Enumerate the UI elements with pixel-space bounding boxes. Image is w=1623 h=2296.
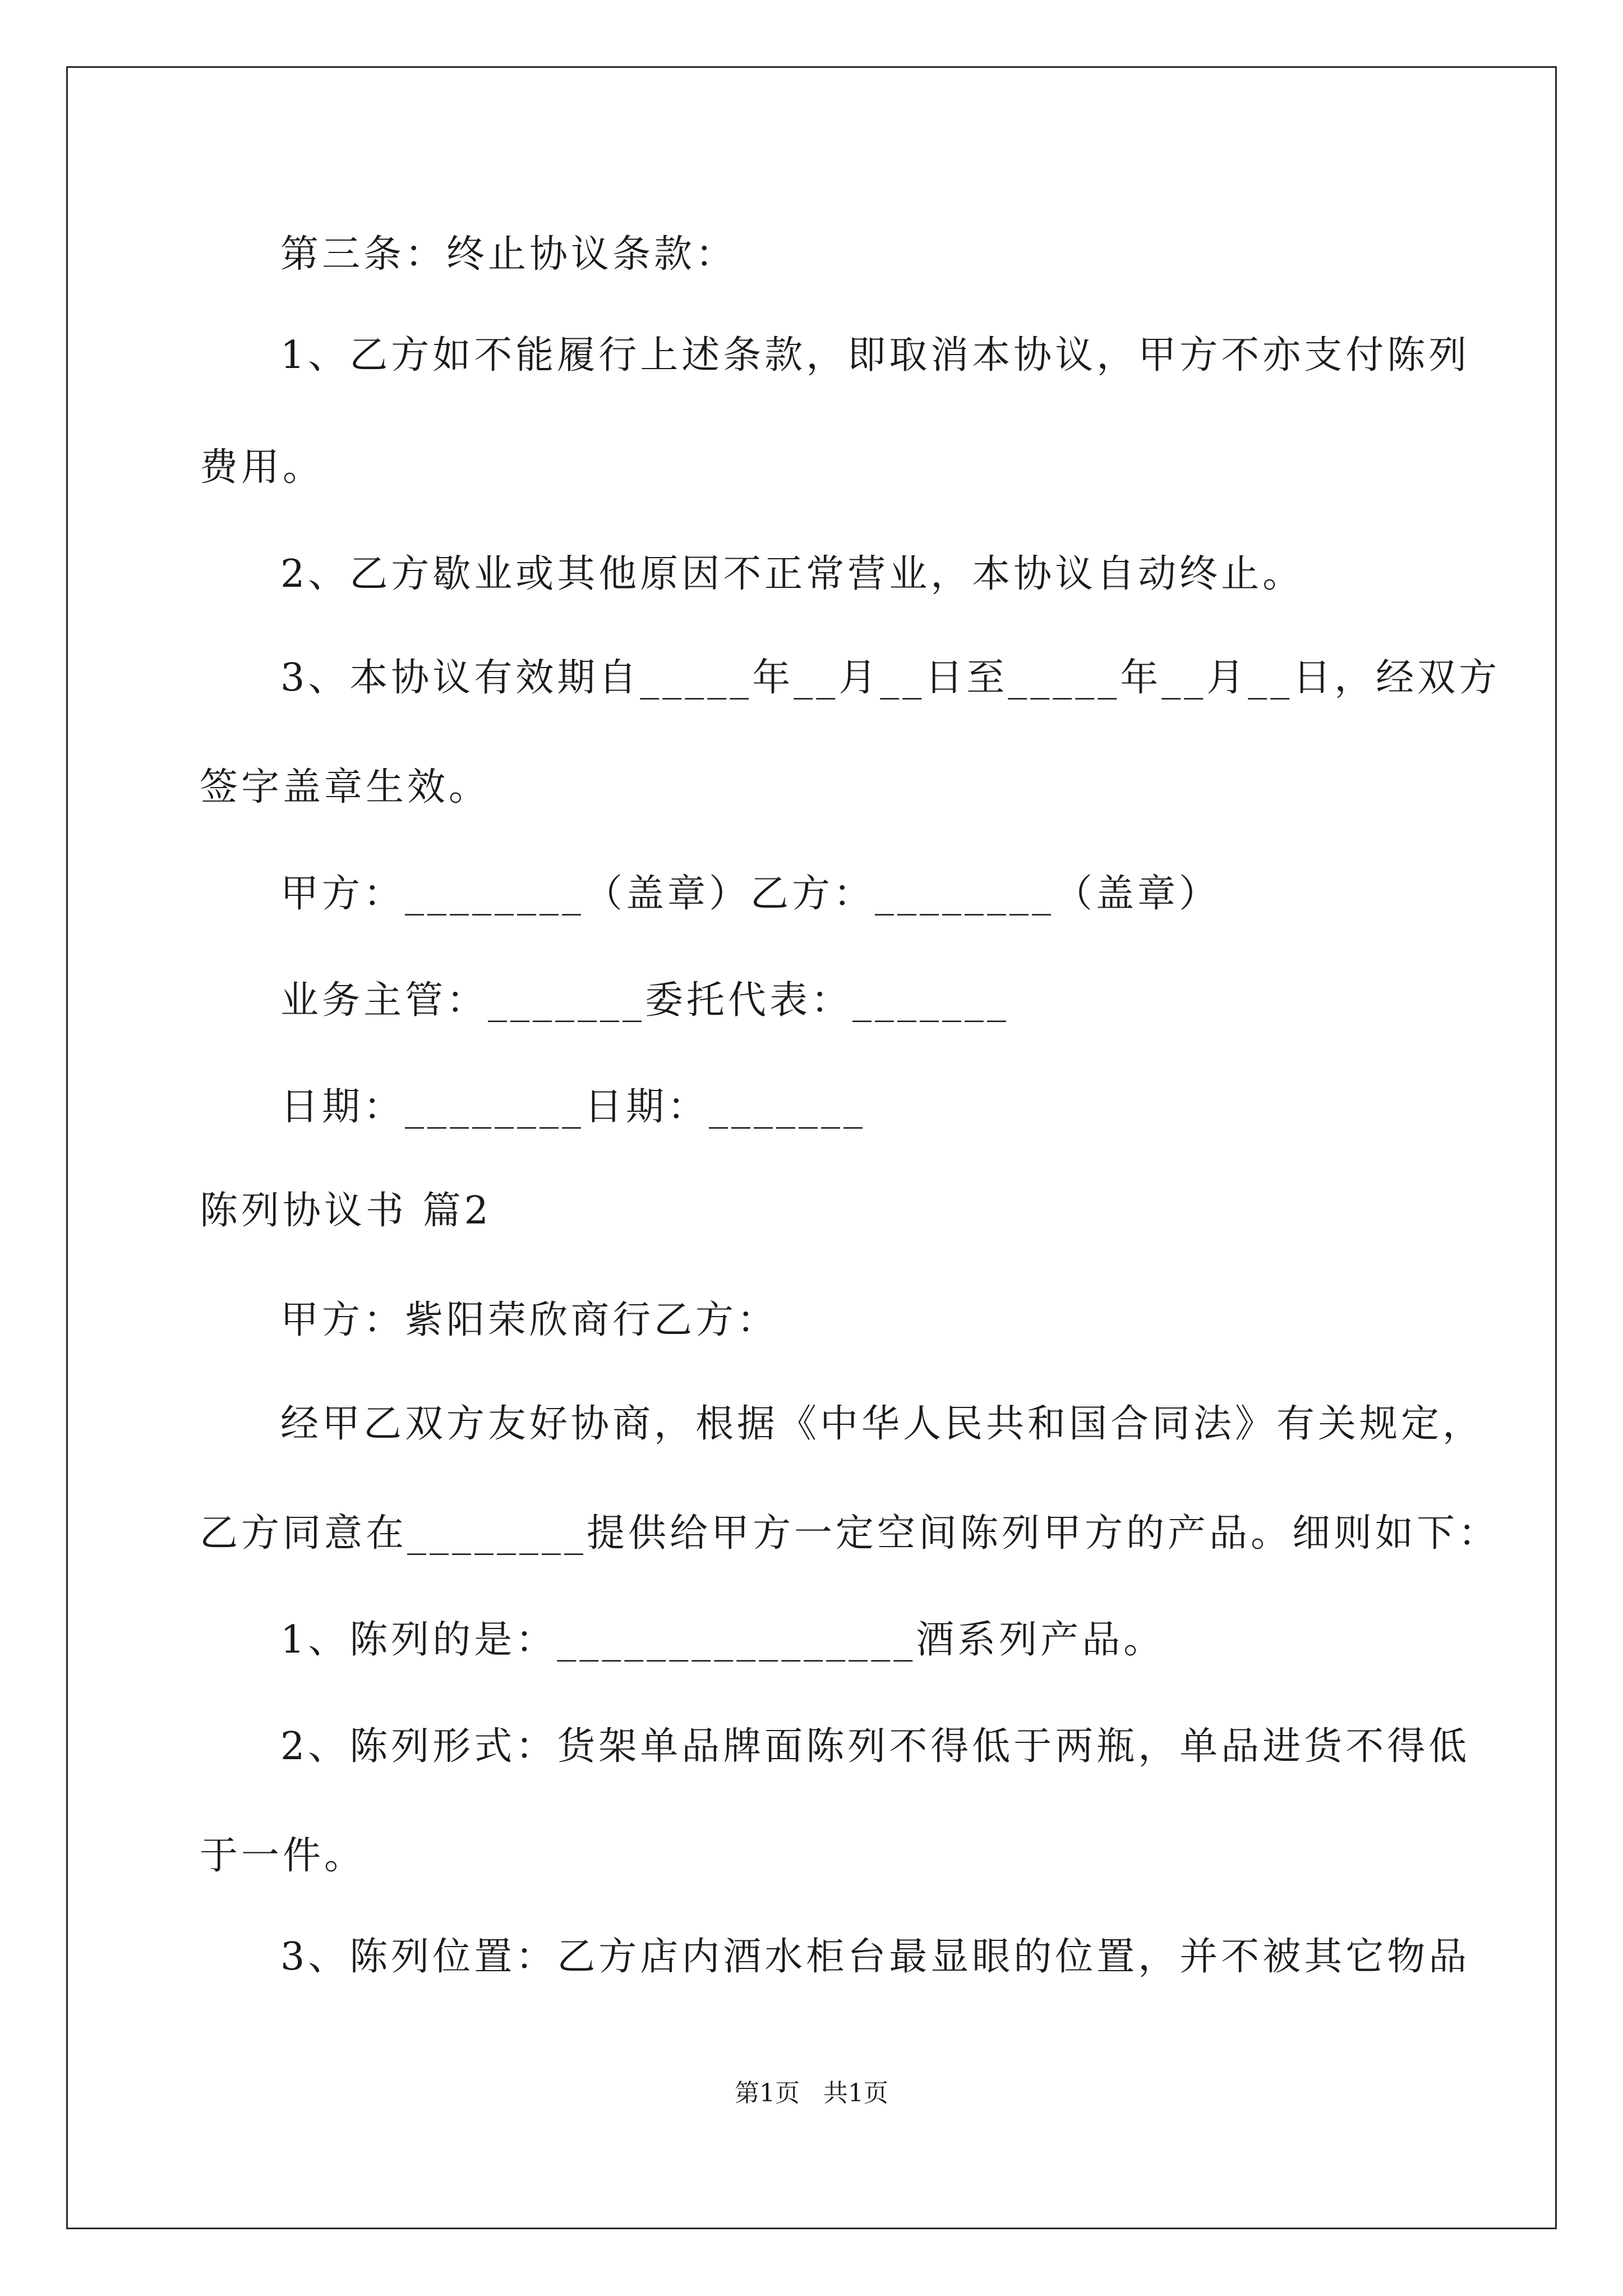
display-item-2: 2、陈列形式：货架单品牌面陈列不得低于两瓶，单品进货不得低 (280, 1724, 1470, 1769)
display-item-1: 1、陈列的是：________________酒系列产品。 (280, 1618, 1165, 1662)
clause-3-item-3-cont: 签字盖章生效。 (200, 765, 491, 809)
preamble-line-1: 经甲乙双方友好协商，根据《中华人民共和国合同法》有关规定， (280, 1402, 1484, 1446)
clause-3-item-2: 2、乙方歇业或其他原因不正常营业，本协议自动终止。 (280, 552, 1304, 596)
signature-dates: 日期：________日期：_______ (280, 1085, 866, 1129)
clause-3-item-3: 3、本协议有效期自_____年__月__日至_____年__月__日，经双方 (280, 656, 1501, 700)
display-item-3: 3、陈列位置：乙方店内酒水柜台最显眼的位置，并不被其它物品 (280, 1935, 1470, 1979)
signature-parties: 甲方：________（盖章）乙方：________（盖章） (280, 872, 1221, 916)
clause-3-heading: 第三条：终止协议条款： (280, 232, 737, 277)
clause-3-item-1: 1、乙方如不能履行上述条款，即取消本协议，甲方不亦支付陈列 (280, 333, 1470, 378)
page-footer: 第1页 共1页 (735, 2079, 888, 2108)
party-a-line: 甲方：紫阳荣欣商行乙方： (280, 1298, 779, 1342)
clause-3-item-1-cont: 费用。 (200, 445, 325, 490)
display-item-2-cont: 于一件。 (200, 1834, 366, 1878)
section-title-part-2: 陈列协议书 篇2 (200, 1189, 492, 1233)
preamble-line-2: 乙方同意在________提供给甲方一定空间陈列甲方的产品。细则如下： (200, 1511, 1500, 1556)
signature-representatives: 业务主管：_______委托代表：_______ (280, 978, 1010, 1023)
page-border (66, 66, 1557, 2229)
